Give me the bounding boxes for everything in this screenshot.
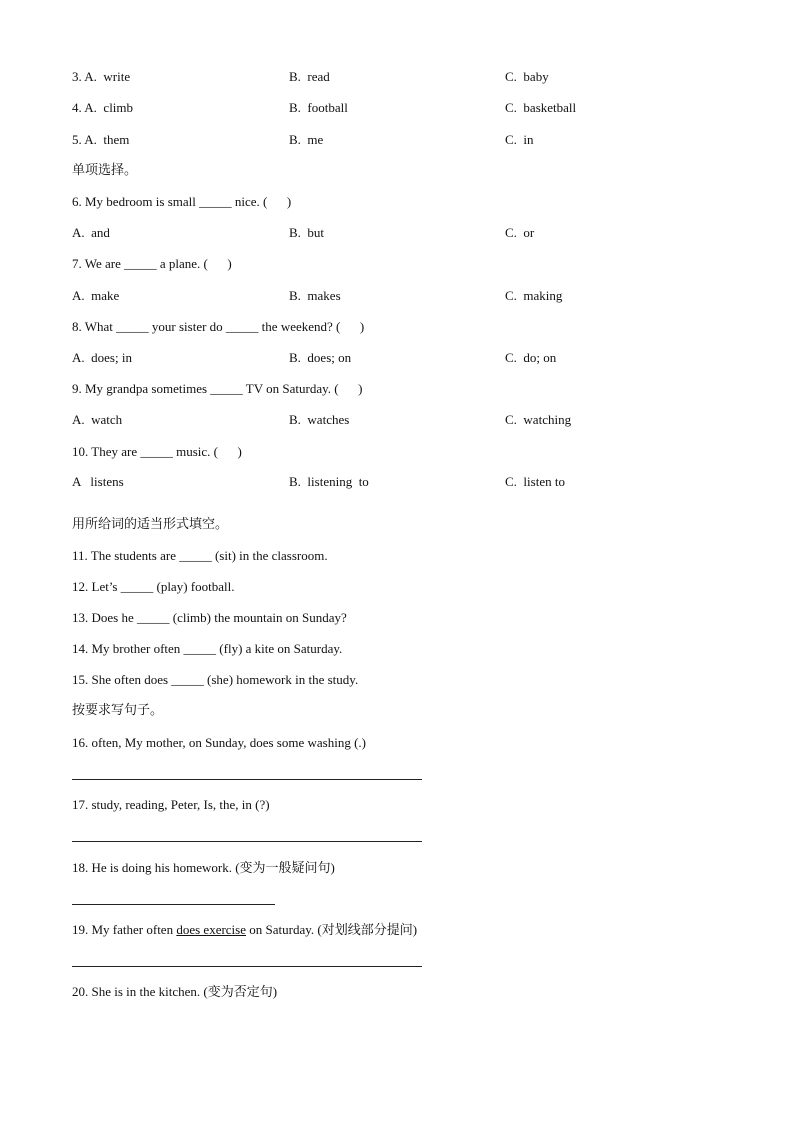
option-c: C. watching [505,412,572,427]
option-b: B. does; on [289,350,352,365]
answer-line [72,904,275,905]
question-11: 11. The students are _____ (sit) in the classroom. [72,548,328,563]
question-8-stem: 8. What _____ your sister do _____ the weekend? ( ) [72,319,365,334]
option-c: C. in [505,132,534,147]
option-c: C. or [505,225,535,240]
option-b: B. read [289,69,330,84]
question-19 [72,922,417,938]
option-c: C. basketball [505,100,577,115]
option-c: C. do; on [505,350,557,365]
option-b: B. but [289,225,325,240]
question-20: 20. She is in the kitchen. (变为否定句) [72,984,278,999]
option-a: A. watch [72,412,123,427]
option-b: B. watches [289,412,350,427]
option-c: C. making [505,288,563,303]
option-b: B. me [289,132,324,147]
option-b: B. football [289,100,348,115]
question-12: 12. Let’s _____ (play) football. [72,579,235,594]
answer-line [72,841,422,842]
question-19-suffix: on Saturday. (对划线部分提问) [246,922,418,937]
answer-line [72,779,422,780]
option-a: A listens [72,474,124,489]
section-heading-fill-in: 用所给词的适当形式填空。 [72,517,229,532]
section-heading-rewrite: 按要求写句子。 [72,703,164,718]
question-16: 16. often, My mother, on Sunday, does some washing (.) [72,735,366,750]
question-15: 15. She often does _____ (she) homework in the study. [72,672,359,687]
option-c: C. listen to [505,474,565,489]
option-b: B. listening to [289,474,369,489]
question-14: 14. My brother often _____ (fly) a kite on Saturday. [72,641,343,656]
option-b: B. makes [289,288,341,303]
option-a: 4. A. climb [72,100,134,115]
question-19-prefix: 19. My father often [72,922,177,937]
question-9-stem: 9. My grandpa sometimes _____ TV on Saturday. ( ) [72,381,363,396]
question-13: 13. Does he _____ (climb) the mountain on Sunday? [72,610,347,625]
option-a: 3. A. write [72,69,131,84]
section-heading-single-choice: 单项选择。 [72,163,138,178]
option-a: A. make [72,288,120,303]
answer-line [72,966,422,967]
option-c: C. baby [505,69,549,84]
question-7-stem: 7. We are _____ a plane. ( ) [72,256,232,271]
option-a: 5. A. them [72,132,130,147]
question-6-stem: 6. My bedroom is small _____ nice. ( ) [72,194,292,209]
option-a: A. does; in [72,350,132,365]
question-10-stem: 10. They are _____ music. ( ) [72,444,242,459]
question-19-underlined-phrase: does exercise [176,922,247,937]
question-18: 18. He is doing his homework. (变为一般疑问句) [72,860,335,875]
question-17: 17. study, reading, Peter, Is, the, in (?) [72,797,270,812]
option-a: A. and [72,225,110,240]
